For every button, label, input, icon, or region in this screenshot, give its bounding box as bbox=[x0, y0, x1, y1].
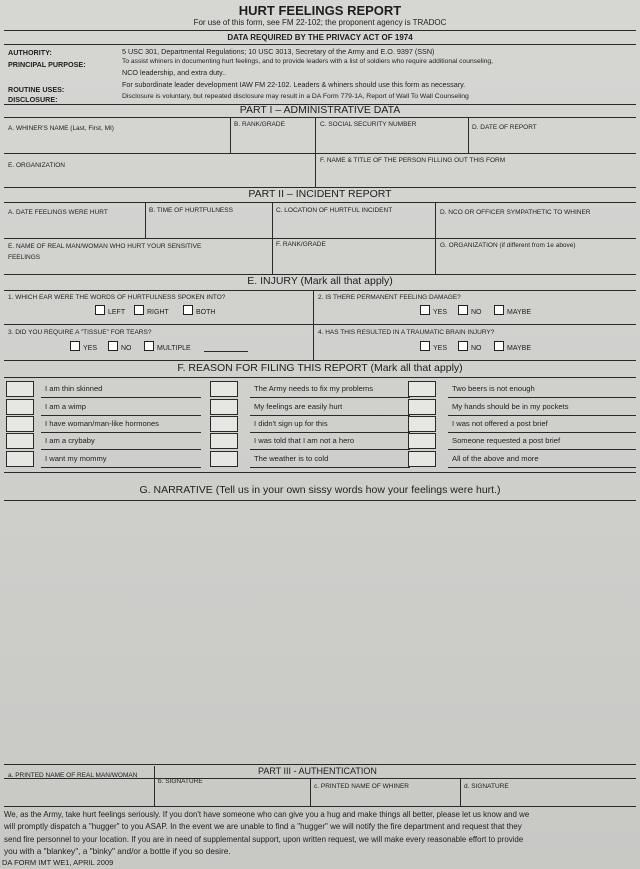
q2-maybe[interactable] bbox=[494, 305, 531, 316]
q3-no-label: NO bbox=[121, 345, 132, 352]
reason-checkbox[interactable] bbox=[408, 416, 436, 432]
p2-e-label-1: E. NAME OF REAL MAN/WOMAN WHO HURT YOUR SENSITIVE bbox=[8, 243, 202, 250]
injury-title: E. INJURY (Mark all that apply) bbox=[247, 275, 393, 287]
q2-no-label: NO bbox=[471, 309, 482, 316]
reason-checkbox[interactable] bbox=[210, 416, 238, 432]
p2-e-label-2: FEELINGS bbox=[8, 254, 41, 261]
q4-label: 4. HAS THIS RESULTED IN A TRAUMATIC BRAIN INJURY? bbox=[318, 329, 495, 336]
disclosure-label: DISCLOSURE: bbox=[8, 95, 58, 104]
p3-d-label: d. SIGNATURE bbox=[464, 783, 509, 790]
reason-label: I am a crybaby bbox=[45, 436, 95, 445]
no-checkbox[interactable] bbox=[458, 341, 468, 351]
q3-multiple[interactable] bbox=[144, 341, 191, 352]
reason-checkbox[interactable] bbox=[6, 381, 34, 397]
p1-a-label: A. WHINER'S NAME (Last, First, MI) bbox=[8, 125, 114, 132]
authority-text: 5 USC 301, Departmental Regulations; 10 USC 3013, Secretary of the Army and E.O. 9397 (SSN) bbox=[122, 47, 435, 56]
reason-label: I want my mommy bbox=[45, 454, 107, 463]
part2-title: PART II – INCIDENT REPORT bbox=[248, 188, 392, 200]
reason-label: My feelings are easily hurt bbox=[254, 402, 343, 411]
reason-checkbox[interactable] bbox=[210, 451, 238, 467]
reason-label: My hands should be in my pockets bbox=[452, 402, 569, 411]
reason-label: I am a wimp bbox=[45, 402, 86, 411]
yes-checkbox[interactable] bbox=[420, 305, 430, 315]
no-checkbox[interactable] bbox=[458, 305, 468, 315]
q1-left[interactable] bbox=[95, 305, 125, 316]
reason-label: The weather is to cold bbox=[254, 454, 329, 463]
p1-f-label: F. NAME & TITLE OF THE PERSON FILLING OUT THIS FORM bbox=[320, 157, 506, 164]
q4-maybe[interactable] bbox=[494, 341, 531, 352]
p1-c-label: C. SOCIAL SECURITY NUMBER bbox=[320, 121, 417, 128]
reason-label: Two beers is not enough bbox=[452, 384, 535, 393]
reason-checkbox[interactable] bbox=[6, 433, 34, 449]
q4-yes[interactable] bbox=[420, 341, 447, 352]
yes-checkbox[interactable] bbox=[420, 341, 430, 351]
routine-label: ROUTINE USES: bbox=[8, 85, 65, 94]
reason-label: Someone requested a post brief bbox=[452, 436, 561, 445]
q3-yes[interactable] bbox=[70, 341, 97, 352]
purpose-text-1: To assist whiners in documenting hurt feelings, and to provide leaders with a list of soldiers who require additional counseling, bbox=[122, 58, 493, 65]
q4-no[interactable] bbox=[458, 341, 482, 352]
q4-maybe-label: MAYBE bbox=[507, 345, 531, 352]
reason-checkbox[interactable] bbox=[408, 399, 436, 415]
reason-label: All of the above and more bbox=[452, 454, 539, 463]
footer-line-3: send fire personnel to your location. If you are in need of supplemental support, upon written request, we will make every reasonable effort to provide bbox=[4, 835, 524, 844]
q4-no-label: NO bbox=[471, 345, 482, 352]
footer-line-2: will promptly dispatch a "hugger" to you ASAP. In the event we are unable to find a "hugger" we will notify the fire department and request that they bbox=[4, 822, 522, 831]
both-checkbox[interactable] bbox=[183, 305, 193, 315]
multiple-checkbox[interactable] bbox=[144, 341, 154, 351]
q1-right-label: RIGHT bbox=[147, 309, 169, 316]
reason-checkbox[interactable] bbox=[6, 416, 34, 432]
p1-e-label: E. ORGANIZATION bbox=[8, 162, 65, 169]
disclosure-text: Disclosure is voluntary, but repeated disclosure may result in a DA Form 779-1A, Report of Wall To Wall Counseling bbox=[122, 93, 469, 100]
q3-yes-label: YES bbox=[83, 345, 98, 352]
part1-title: PART I – ADMINISTRATIVE DATA bbox=[239, 104, 401, 116]
no-checkbox[interactable] bbox=[108, 341, 118, 351]
p2-a-label: A. DATE FEELINGS WERE HURT bbox=[8, 209, 108, 216]
q4-yes-label: YES bbox=[433, 345, 448, 352]
q3-multiple-label: MULTIPLE bbox=[157, 345, 191, 352]
privacy-title: DATA REQUIRED BY THE PRIVACY ACT OF 1974 bbox=[227, 33, 413, 42]
authority-label: AUTHORITY: bbox=[8, 48, 52, 57]
reason-label: I didn't sign up for this bbox=[254, 419, 328, 428]
reason-label: I was told that I am not a hero bbox=[254, 436, 355, 445]
p3-c-label: c. PRINTED NAME OF WHINER bbox=[314, 783, 409, 790]
q3-label: 3. DID YOU REQUIRE A "TISSUE" FOR TEARS? bbox=[8, 329, 152, 336]
reason-label: I have woman/man-like hormones bbox=[45, 419, 159, 428]
reason-checkbox[interactable] bbox=[408, 433, 436, 449]
reason-checkbox[interactable] bbox=[210, 399, 238, 415]
narrative-textarea[interactable] bbox=[4, 501, 636, 763]
narrative-title: G. NARRATIVE (Tell us in your own sissy words how your feelings were hurt.) bbox=[139, 484, 501, 496]
p2-b-label: B. TIME OF HURTFULNESS bbox=[149, 207, 233, 214]
footer-line-4: you with a "blankey", a "binky" and/or a bottle if you so desire. bbox=[4, 846, 231, 856]
reason-label: I am thin skinned bbox=[45, 384, 103, 393]
reason-checkbox[interactable] bbox=[408, 451, 436, 467]
form-subtitle: For use of this form, see FM 22-102; the proponent agency is TRADOC bbox=[193, 18, 447, 27]
p2-d-label: D. NCO OR OFFICER SYMPATHETIC TO WHINER bbox=[440, 209, 591, 216]
reason-checkbox[interactable] bbox=[6, 451, 34, 467]
q3-no[interactable] bbox=[108, 341, 132, 352]
reason-checkbox[interactable] bbox=[408, 381, 436, 397]
p2-c-label: C. LOCATION OF HURTFUL INCIDENT bbox=[276, 207, 393, 214]
right-checkbox[interactable] bbox=[134, 305, 144, 315]
p2-g-label: G. ORGANIZATION (if different from 1e above) bbox=[440, 242, 576, 249]
p2-f-label: F. RANK/GRADE bbox=[276, 241, 326, 248]
q2-label: 2. IS THERE PERMANENT FEELING DAMAGE? bbox=[318, 294, 461, 301]
part3-title: PART III - AUTHENTICATION bbox=[258, 766, 377, 776]
form-id: DA FORM IMT WE1, APRIL 2009 bbox=[2, 858, 114, 867]
q2-no[interactable] bbox=[458, 305, 482, 316]
q2-maybe-label: MAYBE bbox=[507, 309, 531, 316]
p1-d-label: D. DATE OF REPORT bbox=[472, 124, 537, 131]
reason-label: I was not offered a post brief bbox=[452, 419, 548, 428]
p1-b-label: B. RANK/GRADE bbox=[234, 121, 285, 128]
q1-both-label: BOTH bbox=[196, 309, 216, 316]
q1-right[interactable] bbox=[134, 305, 169, 316]
q2-yes[interactable] bbox=[420, 305, 447, 316]
reasons-title: F. REASON FOR FILING THIS REPORT (Mark all that apply) bbox=[177, 362, 463, 374]
maybe-checkbox[interactable] bbox=[494, 305, 504, 315]
reason-label: The Army needs to fix my problems bbox=[254, 384, 374, 393]
footer-line-1: We, as the Army, take hurt feelings seriously. If you don't have someone who can give you a hug and make things all better, please let us know and we bbox=[4, 810, 530, 819]
reason-checkbox[interactable] bbox=[210, 381, 238, 397]
q1-both[interactable] bbox=[183, 305, 215, 316]
form-title: HURT FEELINGS REPORT bbox=[238, 3, 402, 18]
p3-a-label: a. PRINTED NAME OF REAL MAN/WOMAN bbox=[8, 772, 138, 779]
q1-left-label: LEFT bbox=[108, 309, 126, 316]
q1-label: 1. WHICH EAR WERE THE WORDS OF HURTFULNESS SPOKEN INTO? bbox=[8, 294, 226, 301]
p3-b-label: b. SIGNATURE bbox=[158, 778, 203, 785]
left-checkbox[interactable] bbox=[95, 305, 105, 315]
routine-text: For subordinate leader development IAW FM 22-102. Leaders & whiners should use this form as necessary. bbox=[122, 80, 466, 89]
maybe-checkbox[interactable] bbox=[494, 341, 504, 351]
purpose-label: PRINCIPAL PURPOSE: bbox=[8, 60, 86, 69]
reason-checkbox[interactable] bbox=[6, 399, 34, 415]
yes-checkbox[interactable] bbox=[70, 341, 80, 351]
q2-yes-label: YES bbox=[433, 309, 448, 316]
multiple-blank-line[interactable] bbox=[204, 351, 248, 352]
reason-checkbox[interactable] bbox=[210, 433, 238, 449]
purpose-text-2: NCO leadership, and extra duty.. bbox=[122, 68, 227, 77]
